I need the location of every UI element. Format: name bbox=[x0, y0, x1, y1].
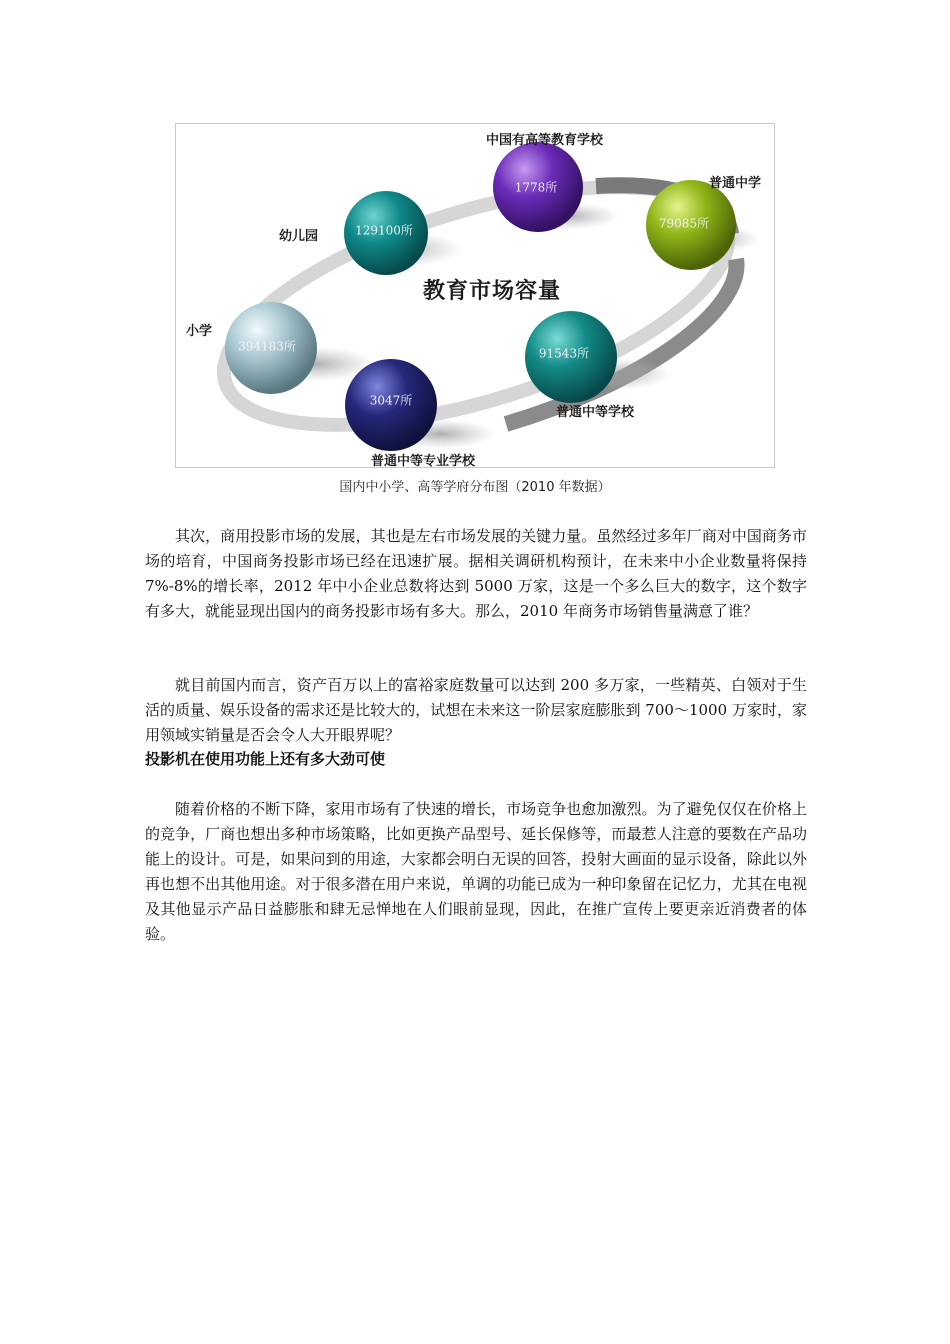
paragraph-3 bbox=[145, 797, 807, 947]
label-middle-school: 普通中学 bbox=[709, 176, 762, 191]
value-general-secondary: 91543所 bbox=[538, 346, 590, 361]
value-kindergarten: 129100所 bbox=[355, 223, 413, 238]
diagram-title: 教育市场容量 bbox=[423, 278, 562, 304]
paragraph-1-text: 其次，商用投影市场的发展，其也是左右市场发展的关键力量。虽然经过多年厂商对中国商务市场的培育，中国商务投影市场已经在迅速扩展。据相关调研机构预计，在未来中小企业数量将保持 7%-8%的增长率，2012 年中小企业总数将达到 5000 万家，这是一个多么巨大的数字，这个数字有多大，就能显现出国内的商务投影市场有多大。那么，2010 年商务市场销售量满意了谁？ bbox=[145, 527, 807, 620]
label-higher-ed: 中国有高等教育学校 bbox=[486, 133, 604, 148]
label-primary: 小学 bbox=[186, 324, 213, 339]
paragraph-3-text: 随着价格的不断下降，家用市场有了快速的增长，市场竞争也愈加激烈。为了避免仅仅在价格上的竞争，厂商也想出多种市场策略，比如更换产品型号、延长保修等，而最惹人注意的要数在产品功能上的设计。可是，如果问到的用途，大家都会明白无误的回答，投射大画面的显示设备，除此以外再也想不出其他用途。对于很多潜在用户来说，单调的功能已成为一种印象留在记忆力，尤其在电视及其他显示产品日益膨胀和肆无忌惮地在人们眼前显现，因此，在推广宣传上要更亲近消费者的体验。 bbox=[145, 800, 807, 943]
label-general-secondary: 普通中等学校 bbox=[556, 405, 635, 420]
value-middle-school: 79085所 bbox=[658, 216, 710, 231]
label-kindergarten: 幼儿园 bbox=[279, 229, 319, 244]
figure-caption: 国内中小学、高等学府分布图（2010 年数据） bbox=[339, 480, 611, 495]
label-secondary-vocational: 普通中等专业学校 bbox=[371, 454, 476, 468]
paragraph-2-text: 就目前国内而言，资产百万以上的富裕家庭数量可以达到 200 多万家，一些精英、白领对于生活的质量、娱乐设备的需求还是比较大的，试想在未来这一阶层家庭膨胀到 700～1000 万家时，家用领域实销量是否会令人大开眼界呢？ bbox=[145, 676, 807, 744]
value-higher-ed: 1778所 bbox=[514, 180, 558, 195]
paragraph-1 bbox=[145, 524, 807, 624]
education-market-figure bbox=[175, 123, 775, 468]
value-primary: 394183所 bbox=[238, 339, 296, 354]
value-secondary-vocational: 3047所 bbox=[369, 393, 413, 408]
section-heading: 投影机在使用功能上还有多大劲可使 bbox=[145, 750, 386, 768]
paragraph-2 bbox=[145, 673, 807, 748]
